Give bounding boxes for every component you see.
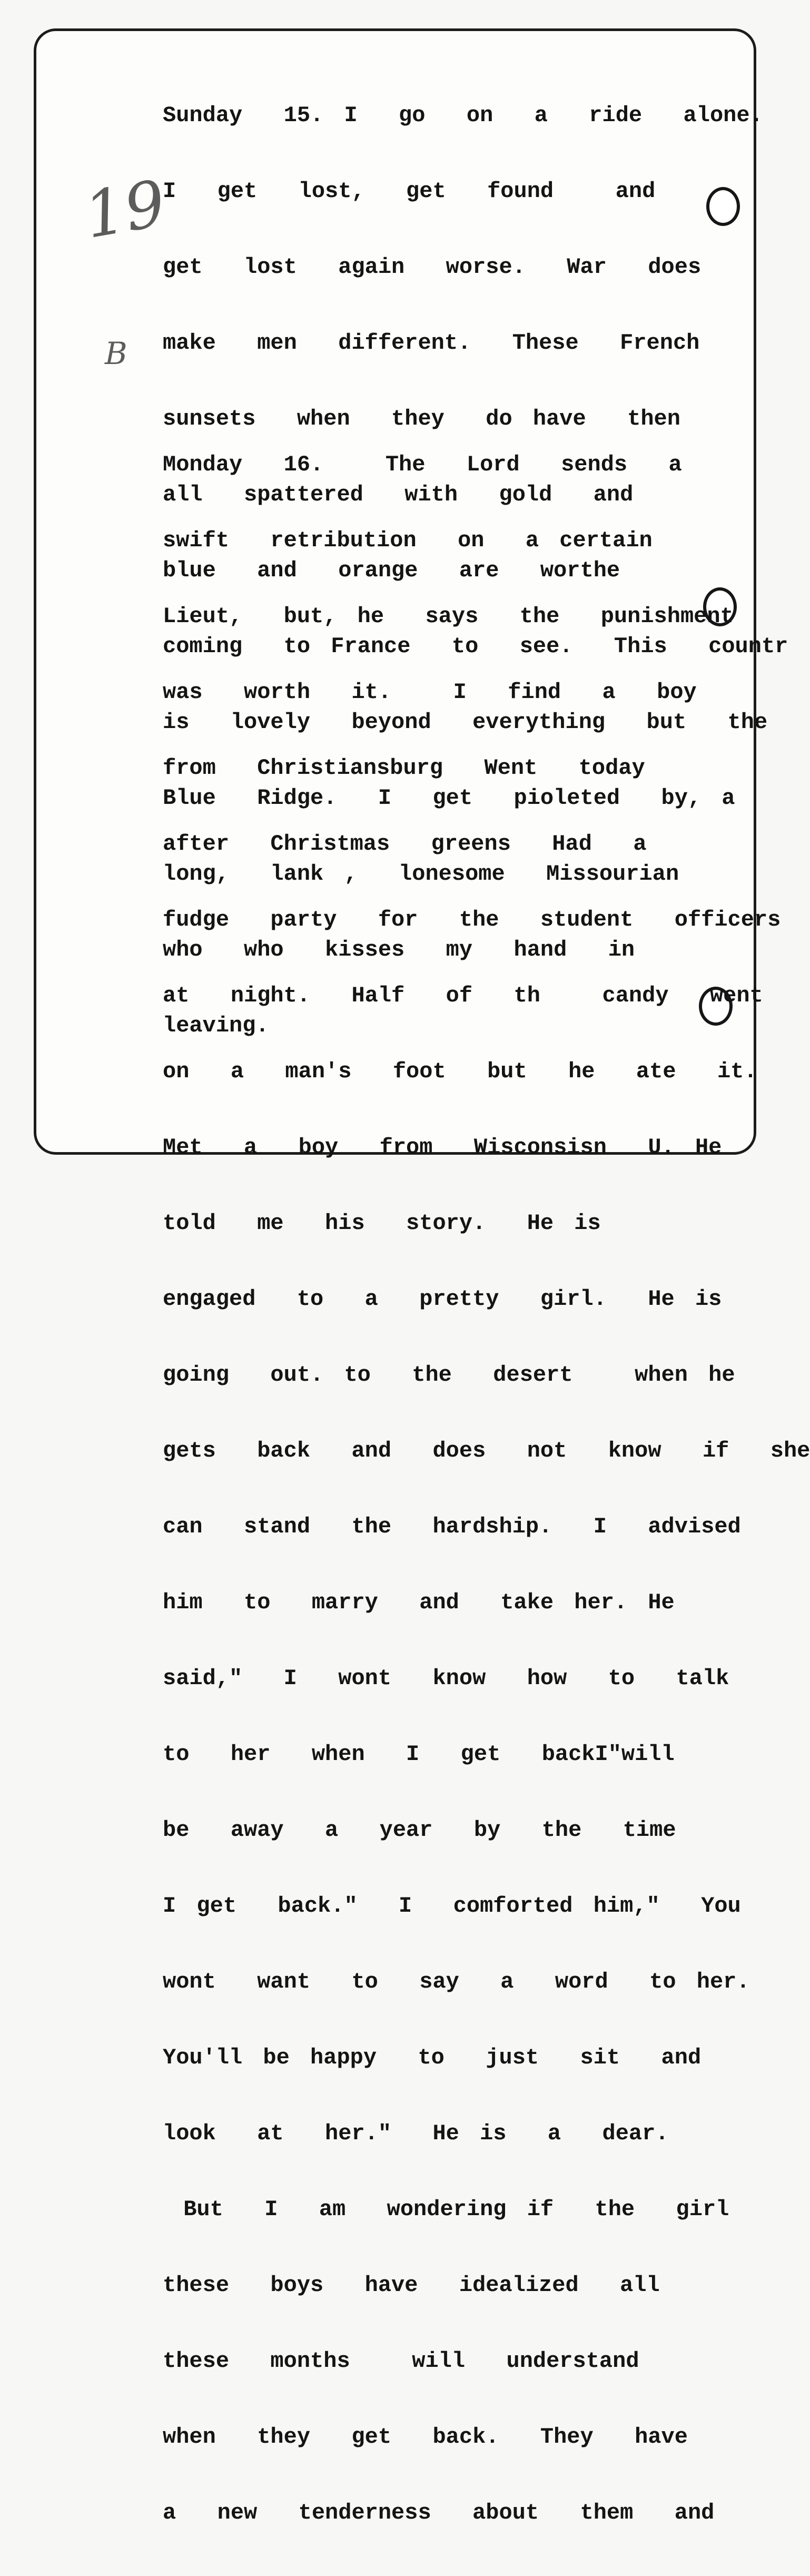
entry-line: long, lank , lonesome Missourian [163, 861, 679, 887]
entry-line: wont want to say a word to her. [163, 1969, 750, 1994]
entry-line: blue and orange are worthe [163, 558, 620, 583]
entry-line: him to marry and take her. He [163, 1590, 675, 1615]
entry-line: Blue Ridge. I get pioleted by, a [163, 785, 735, 811]
entry-line: after Christmas greens Had a [163, 831, 647, 857]
entry-line: when they get back. They have [163, 2424, 688, 2450]
entry-line: I get lost, get found and [163, 179, 656, 204]
typed-diary-page [34, 28, 810, 2525]
entry-line: is lovely beyond everything but the [163, 710, 768, 735]
entry-line: But I am wondering if the girl [163, 2197, 729, 2222]
entry-line: going out. to the desert when he [163, 1362, 735, 1388]
entry-line: Lieut, but, he says the punishment [163, 604, 734, 629]
entry-line: was worth it. I find a boy [163, 680, 697, 705]
entry-line: fudge party for the student officers [163, 907, 781, 932]
entry-line: make men different. These French [163, 330, 700, 356]
entry-line: who who kisses my hand in [163, 937, 635, 962]
entry-line: at night. Half of th candy went [163, 983, 763, 1008]
entry-line: all spattered with gold and [163, 482, 634, 507]
entry-line: Met a boy from Wisconsisn U. He [163, 1135, 722, 1160]
entry-line: I get back." I comforted him," You [163, 1893, 741, 1919]
entry-line: gets back and does not know if she [163, 1438, 810, 1463]
entry-line: Sunday 15. I go on a ride alone. [163, 103, 763, 128]
handwritten-margin-mark: B [105, 336, 127, 371]
entry-line: get lost again worse. War does [163, 254, 702, 280]
entry-line: can stand the hardship. I advised [163, 1514, 741, 1539]
entry-line: from Christiansburg Went today [163, 755, 645, 781]
entry-line: said," I wont know how to talk [163, 1666, 729, 1691]
entry-line: to her when I get backI"will [163, 1742, 675, 1767]
entry-line: Monday 16. The Lord sends a [163, 452, 682, 477]
entry-line: You'll be happy to just sit and [163, 2045, 702, 2070]
entry-line: swift retribution on a certain [163, 528, 653, 553]
entry-line: a new tenderness about them and [163, 2500, 715, 2525]
entry-line: these boys have idealized all [163, 2273, 660, 2298]
diary-entry-monday [163, 401, 810, 2576]
entry-line: look at her." He is a dear. [163, 2121, 669, 2146]
entry-line: be away a year by the time [163, 1817, 676, 1843]
entry-line: coming to France to see. This countr [163, 634, 788, 659]
entry-line: sunsets when they do have then [163, 406, 680, 431]
entry-line: told me his story. He is [163, 1211, 601, 1236]
entry-line: engaged to a pretty girl. He is [163, 1286, 722, 1312]
entry-line: leaving. [163, 1013, 269, 1038]
entry-line: these months will understand [163, 2348, 639, 2374]
handwritten-page-number: 19 [79, 166, 171, 253]
entry-line: on a man's foot but he ate it. [163, 1059, 757, 1084]
